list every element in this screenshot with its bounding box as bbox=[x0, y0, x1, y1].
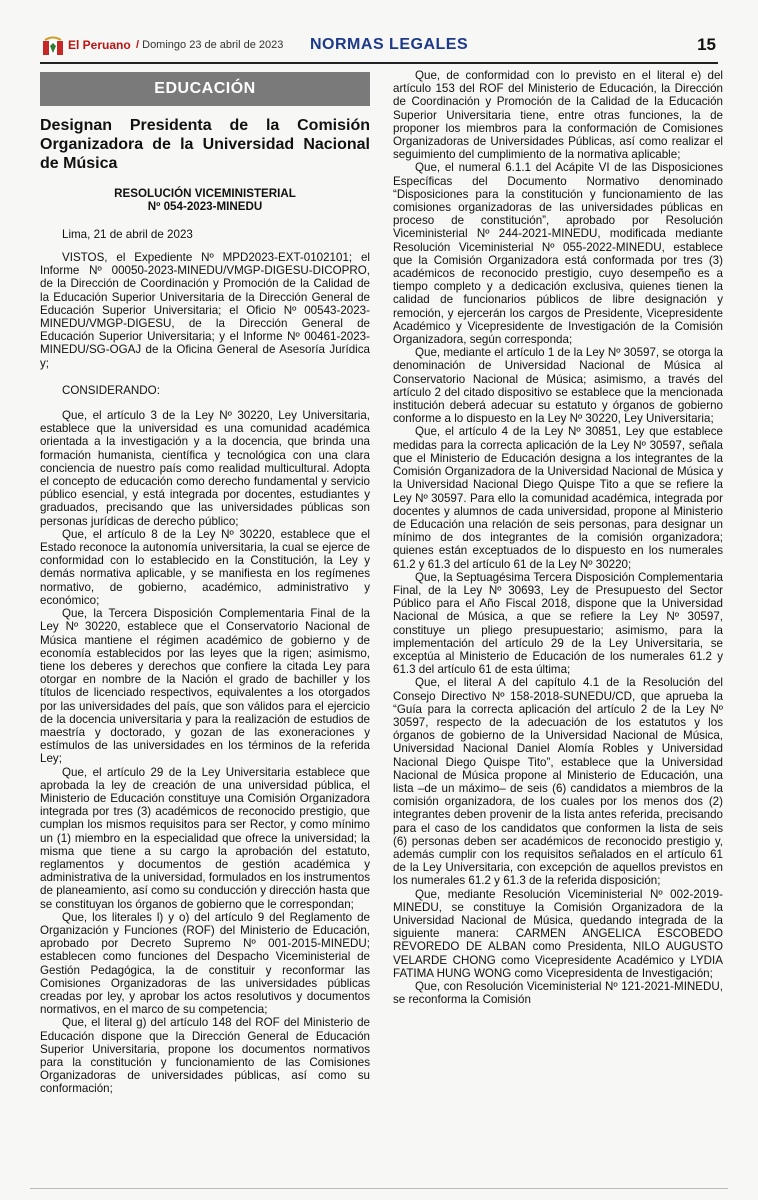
paragraph: Que, los literales l) y o) del artículo 9 del Reglamento de Organización y Funciones (ROF) del Ministerio de Educación, aprobado por Decreto Supremo Nº 001-2015-MINEDU; establecen como funciones del Despacho Viceministerial de Gestión Pedagógica, la de constituir y reconformar las Comisiones Organizadoras de las universidades públicas creadas por ley, y aprobar los actos resolutivos y documentos normativos, en el marco de su competencia; bbox=[40, 910, 370, 1017]
resolution-number: Nº 054-2023-MINEDU bbox=[147, 200, 263, 214]
paragraph: Que, de conformidad con lo previsto en el literal e) del artículo 153 del ROF del Ministerio de Educación, la Dirección de Coordinación y Promoción de la Calidad de la Educación Superior Universitaria tiene, entre otras funciones, la de proponer los miembros para la conformación de Comisiones Organizadoras de Universidades Públicas, así como realizar el seguimiento del cumplimiento de la normativa aplicable; bbox=[393, 69, 723, 162]
page-number: 15 bbox=[697, 35, 716, 54]
paragraph: Que, el artículo 4 de la Ley Nº 30851, Ley que establece medidas para la correcta aplicación de la Ley Nº 30597, señala que el Ministerio de Educación designa a los integrantes de la Comisión Organizadora de la Universidad Nacional de Música y la Universidad Nacional Diego Quispe Tito a que se refiere la Ley Nº 30597. Para ello la comunidad académica, integrada por docentes y alumnos de cada universidad, propone al Ministerio de Educación una relación de seis personas, para designar un mínimo de dos integrantes de la comisión organizadora; quienes están exceptuados de lo dispuesto en los numerales 61.2 y 61.3 del artículo 61 de la Ley Nº 30220; bbox=[393, 425, 723, 571]
paragraph: Que, el literal A del capítulo 4.1 de la Resolución del Consejo Directivo Nº 158-2018-SUNEDU/CD, que aprueba la “Guía para la correcta aplicación del artículo 2 de la Ley Nº 30597, respecto de la adecuación de los estatutos y los órganos de gobierno de la Universidad Nacional de Música, Universidad Nacional Daniel Alomía Robles y Universidad Nacional Diego Quispe Tito”, establece que la Universidad Nacional de Música propone al Ministerio de Educación, una lista –de un máximo– de seis (6) candidatos a miembros de la comisión organizadora, de los cuales por los menos dos (2) integrantes deben provenir de la lista antes referida, precisando para el caso de los candidatos que conformen la lista de seis (6) personas deben ser académicos de reconocido prestigio y, además cumplir con los requisitos señalados en el artículo 61 de la Ley Universitaria, con excepción de aquellos previstos en los numerales 61.2 y 61.3 de la referida disposición; bbox=[393, 676, 723, 888]
paragraph: Que, con Resolución Viceministerial Nº 121-2021-MINEDU, se reconforma la Comisión bbox=[393, 980, 723, 1007]
resolution-heading bbox=[40, 187, 370, 214]
peru-coat-of-arms-icon bbox=[42, 36, 64, 58]
section-tag: EDUCACIÓN bbox=[40, 72, 370, 106]
brand-name: El Peruano bbox=[68, 38, 131, 52]
left-column bbox=[40, 72, 370, 1096]
paragraph: Que, mediante el artículo 1 de la Ley Nº 30597, se otorga la denominación de Universidad Nacional de Música al Conservatorio Nacional de Música; asimismo, a través del artículo 2 del citado dispositivo se establece que la mencionada institución deberá adecuar su estatuto y órganos de gobierno conforme a lo dispuesto en la Ley Nº 30220, Ley Universitaria; bbox=[393, 346, 723, 426]
paragraph: Que, la Septuagésima Tercera Disposición Complementaria Final, de la Ley Nº 30693, Ley de Presupuesto del Sector Público para el Año Fiscal 2018, dispone que la Universidad Nacional de Música, a que se refiere la Ley Nº 30597, constituye un pliego presupuestario; asimismo, para la implementación del artículo 29 de la Ley Universitaria, se exceptúa al Ministerio de Educación de los numerales 61.2 y 61.3 del artículo 61 de esta última; bbox=[393, 570, 723, 677]
paragraph: Que, el artículo 29 de la Ley Universitaria establece que aprobada la ley de creación de una universidad pública, el Ministerio de Educación constituye una Comisión Organizadora integrada por tres (3) académicos de reconocido prestigio, que cumplan los mismos requisitos para ser Rector, y como mínimo un (1) miembro en la especialidad que ofrece la universidad; la misma que tiene a su cargo la aprobación del estatuto, reglamentos y documentos de gestión académica y administrativa de la universidad, formulados en los instrumentos de planeamiento, así como su conducción y dirección hasta que se constituyan los órganos de gobierno que le correspondan; bbox=[40, 765, 370, 911]
right-column bbox=[393, 69, 723, 1006]
paragraph: Que, el literal g) del artículo 148 del ROF del Ministerio de Educación dispone que la Dirección General de Educación Superior Universitaria, propone los documentos normativos para la constitución y funcionamiento de las Comisiones Organizadoras de universidades públicas, así como su conformación; bbox=[40, 1016, 370, 1096]
paragraph: Que, el numeral 6.1.1 del Acápite VI de las Disposiciones Específicas del Documento Normativo denominado “Disposiciones para la constitución y funcionamiento de las comisiones organizadoras de las universidades públicas en proceso de constitución”, aprobado por Resolución Viceministerial Nº 244-2021-MINEDU, modificada mediante Resolución Viceministerial Nº 055-2022-MINEDU, establece que la Comisión Organizadora está conformada por tres (3) académicos de reconocido prestigio, cuyo desempeño es a tiempo completo y a dedicación exclusiva, quienes tienen la calidad de funcionarios públicos de libre designación y remoción, y ejercerán los cargos de Presidente, Vicepresidente Académico y Vicepresidente de Investigación de la Comisión Organizadora, según corresponda; bbox=[393, 161, 723, 347]
header-divider bbox=[40, 62, 718, 64]
paragraph: Que, el artículo 3 de la Ley Nº 30220, Ley Universitaria, establece que la universidad es una comunidad académica orientada a la investigación y a la docencia, que brinda una formación humanista, científica y tecnológica con una clara conciencia de nuestro país como realidad multicultural. Adopta el concepto de educación como derecho fundamental y servicio público esencial, y está integrada por docentes, estudiantes y graduados, precisando que las universidades públicas son personas jurídicas de derecho público; bbox=[40, 409, 370, 528]
page-header bbox=[40, 34, 718, 62]
paragraph: Que, la Tercera Disposición Complementaria Final de la Ley Nº 30220, establece que el Conservatorio Nacional de Música mantiene el régimen académico de gobierno y de economía establecidos por las leyes que la rigen; asimismo, tiene los deberes y derechos que confiere la citada Ley para otorgar en nombre de la Nación el grado de bachiller y los títulos de licenciado respectivos, equivalentes a los otorgados por las universidades del país, que son válidos para el ejercicio de la docencia universitaria y para la realización de estudios de maestría y doctorado, y gozan de las exoneraciones y estímulos de las universidades en los términos de la referida Ley; bbox=[40, 607, 370, 766]
article-title: Designan Presidenta de la Comisión Organizadora de la Universidad Nacional de Música bbox=[40, 117, 370, 172]
publication-date: / Domingo 23 de abril de 2023 bbox=[136, 39, 284, 51]
publication-section-title: NORMAS LEGALES bbox=[310, 36, 469, 53]
paragraph: Que, el artículo 8 de la Ley Nº 30220, establece que el Estado reconoce la autonomía universitaria, la cual se ejerce de conformidad con lo establecido en la Constitución, la Ley y demás normativa aplicable, y se manifiesta en los regímenes normativo, de gobierno, académico, administrativo y económico; bbox=[40, 527, 370, 607]
page-bottom-edge bbox=[30, 1188, 728, 1189]
vistos-paragraph: VISTOS, el Expediente Nº MPD2023-EXT-0102101; el Informe Nº 00050-2023-MINEDU/VMGP-DIGESU-DICOPRO, de la Dirección de Coordinación y Promoción de la Calidad de la Educación Superior Universitaria de la Dirección General de Educación Superior Universitaria; el Oficio Nº 00543-2023-MINEDU/VMGP-DIGESU, de la Dirección General de Educación Superior Universitaria; y el Informe Nº 00461-2023-MINEDU/SG-OGAJ de la Oficina General de Asesoría Jurídica y; bbox=[40, 251, 370, 370]
resolution-type: RESOLUCIÓN VICEMINISTERIAL bbox=[114, 187, 296, 200]
considerando-heading: CONSIDERANDO: bbox=[62, 383, 160, 397]
place-date: Lima, 21 de abril de 2023 bbox=[62, 227, 193, 241]
paragraph: Que, mediante Resolución Viceministerial Nº 002-2019-MINEDU, se constituye la Comisión Organizadora de la Universidad Nacional de Música, quedando integrada de la siguiente manera: CARMEN ANGELICA ESCOBEDO REVOREDO DE ALBAN como Presidenta, NILO AUGUSTO VELARDE CHONG como Vicepresidente Académico y LYDIA FATIMA HUNG WONG como Vicepresidenta de Investigación; bbox=[393, 887, 723, 980]
